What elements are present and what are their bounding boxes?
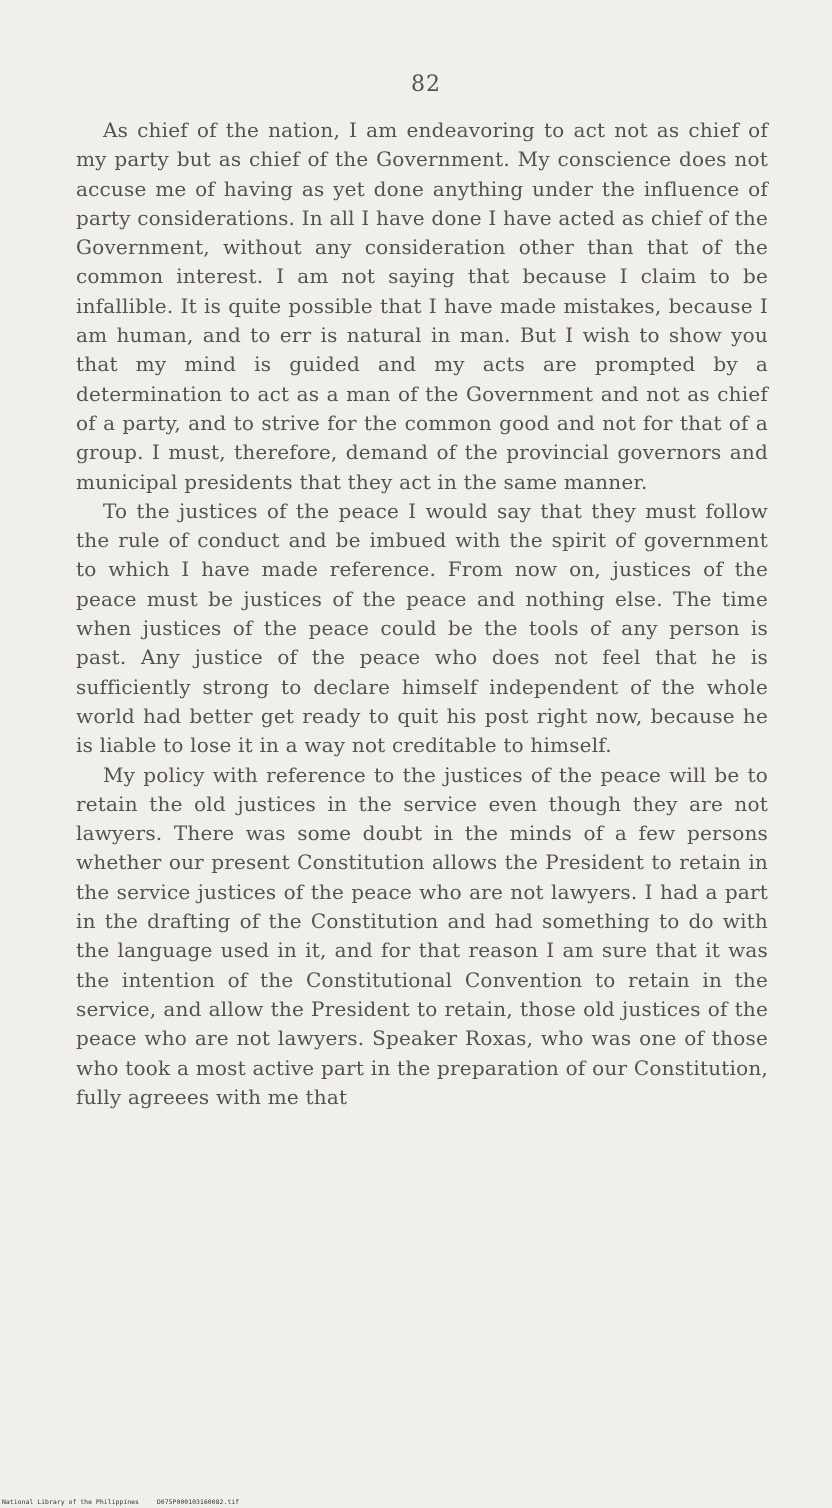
scan-footer: [2, 1498, 253, 1506]
footer-filename: D075P000103160082.tif: [156, 1498, 240, 1506]
body-text: [76, 116, 768, 1112]
page-number: 82: [411, 72, 441, 97]
paragraph-3: My policy with reference to the justices of the peace will be to retain the old justices in the service even though they are not lawyers. There was some doubt in the minds of a few persons whether our present Constitution allows the President to retain in the service justices of the peace who are not lawyers. I had a part in the drafting of the Constitution and had something to do with the language used in it, and for that reason I am sure that it was the intention of the Constitutional Convention to retain in the service, and allow the President to retain, those old justices of the peace who are not lawyers. Speaker Roxas, who was one of those who took a most active part in the preparation of our Constitution, fully agreees with me that: [76, 762, 768, 1109]
paragraph-2: To the justices of the peace I would say that they must follow the rule of conduct and be imbued with the spirit of government to which I have made reference. From now on, justices of the peace must be justices of the peace and nothing else. The time when justices of the peace could be the tools of any person is past. Any justice of the peace who does not feel that he is sufficiently strong to declare himself independent of the whole world had better get ready to quit his post right now, because he is liable to lose it in a way not creditable to himself.: [76, 498, 768, 758]
footer-library: National Library of the Philippines: [2, 1498, 139, 1506]
paragraph-1: As chief of the nation, I am endeavoring to act not as chief of my party but as chief of the Government. My conscience does not accuse me of having as yet done anything under the influence of party considerations. In all I have done I have acted as chief of the Government, without any consideration other than that of the common interest. I am not saying that because I claim to be infallible. It is quite possible that I have made mistakes, because I am human, and to err is natural in man. But I wish to show you that my mind is guided and my acts are prompted by a determination to act as a man of the Government and not as chief of a party, and to strive for the common good and not for that of a group. I must, therefore, demand of the provincial governors and municipal presidents that they act in the same manner.: [76, 118, 768, 494]
